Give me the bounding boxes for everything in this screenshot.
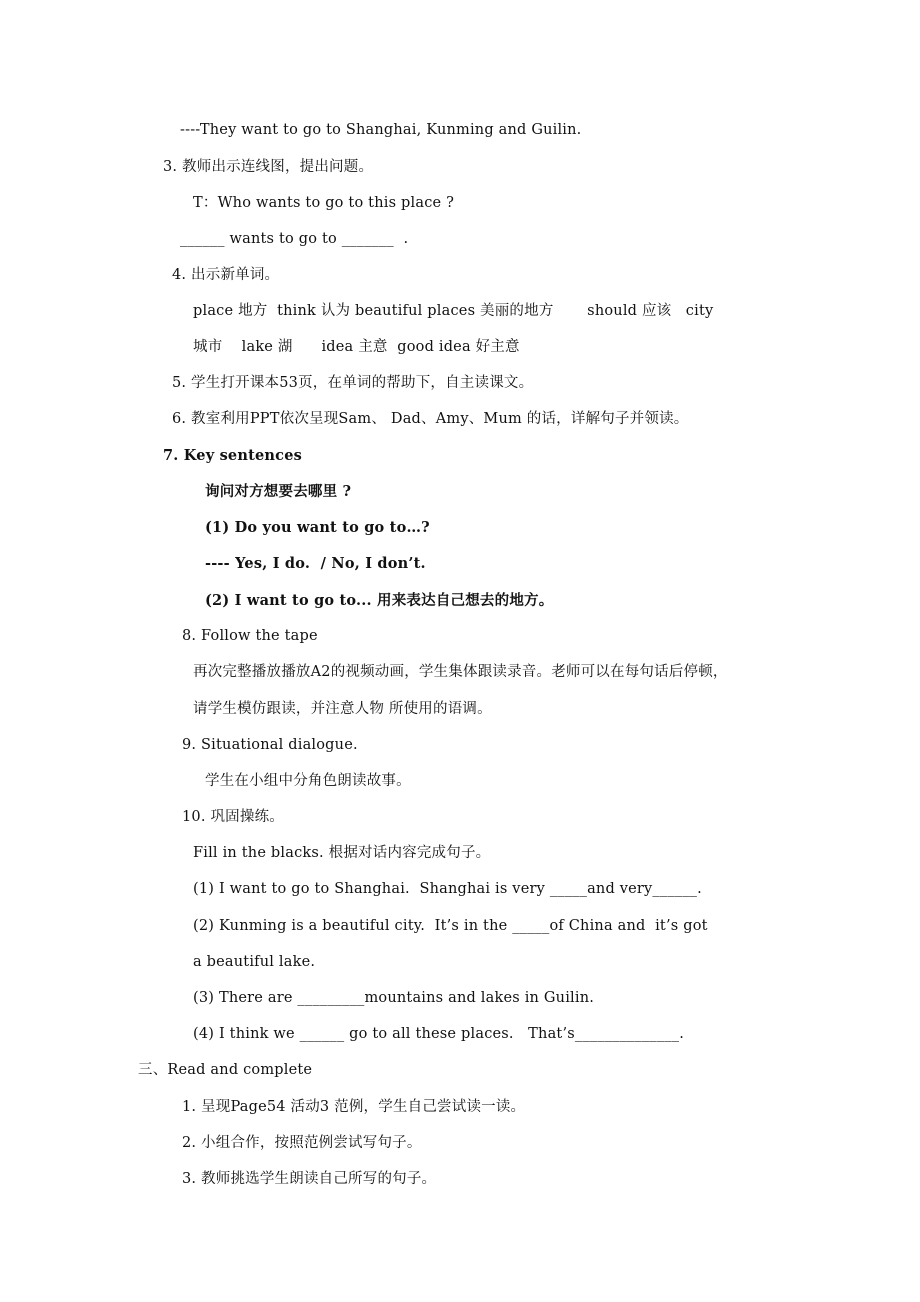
section-3-step-1: 1. 呈现Page54 活动3 范例，学生自己尝试读一读。: [182, 1099, 526, 1115]
step-9: 9. Situational dialogue.: [182, 737, 358, 753]
vocabulary-line-1: place 地方 think 认为 beautiful places 美丽的地方 should 应该 city: [193, 303, 714, 319]
step-7-heading: 7. Key sentences: [163, 447, 302, 464]
exercise-item-3: (3) There are _________mountains and lakes in Guilin.: [193, 990, 595, 1006]
step-8-text-2: 请学生模仿跟读，并注意人物 所使用的语调。: [193, 701, 492, 717]
step-9-text: 学生在小组中分角色朗读故事。: [205, 773, 411, 789]
exercise-item-2: (2) Kunming is a beautiful city. It’s in the _____of China and it’s got: [193, 918, 708, 934]
step-6: 6. 教室利用PPT依次呈现Sam、 Dad、Amy、Mum 的话，详解句子并领读。: [172, 411, 689, 427]
answer-line: ----They want to go to Shanghai, Kunming and Guilin.: [180, 122, 582, 138]
key-sentence-answer: ---- Yes, I do. / No, I don’t.: [205, 555, 426, 572]
exercise-instructions: Fill in the blacks. 根据对话内容完成句子。: [193, 845, 491, 861]
vocabulary-line-2: 城市 lake 湖 idea 主意 good idea 好主意: [193, 339, 520, 355]
step-8: 8. Follow the tape: [182, 628, 318, 644]
step-8-text-1: 再次完整播放播放A2的视频动画，学生集体跟读录音。老师可以在每句话后停顿，: [193, 664, 728, 680]
question-pattern: ______ wants to go to _______ .: [180, 231, 409, 247]
key-sentence-2: (2) I want to go to... 用来表达自己想去的地方。: [205, 592, 554, 609]
step-4: 4. 出示新单词。: [172, 267, 280, 283]
section-3-step-3: 3. 教师挑选学生朗读自己所写的句子。: [182, 1171, 437, 1187]
teacher-question: T：Who wants to go to this place ?: [193, 195, 455, 211]
step-3: 3. 教师出示连线图，提出问题。: [163, 159, 374, 175]
section-3-heading: 三、Read and complete: [138, 1062, 313, 1078]
key-sentence-1: (1) Do you want to go to…?: [205, 519, 430, 536]
exercise-item-1: (1) I want to go to Shanghai. Shanghai is very _____and very______.: [193, 881, 702, 897]
section-3-step-2: 2. 小组合作，按照范例尝试写句子。: [182, 1135, 422, 1151]
step-5: 5. 学生打开课本53页，在单词的帮助下，自主读课文。: [172, 375, 534, 391]
step-10: 10. 巩固操练。: [182, 809, 284, 825]
exercise-item-2-cont: a beautiful lake.: [193, 954, 316, 970]
key-sentence-intro: 询问对方想要去哪里 ?: [205, 483, 352, 500]
exercise-item-4: (4) I think we ______ go to all these places. That’s______________.: [193, 1026, 685, 1042]
